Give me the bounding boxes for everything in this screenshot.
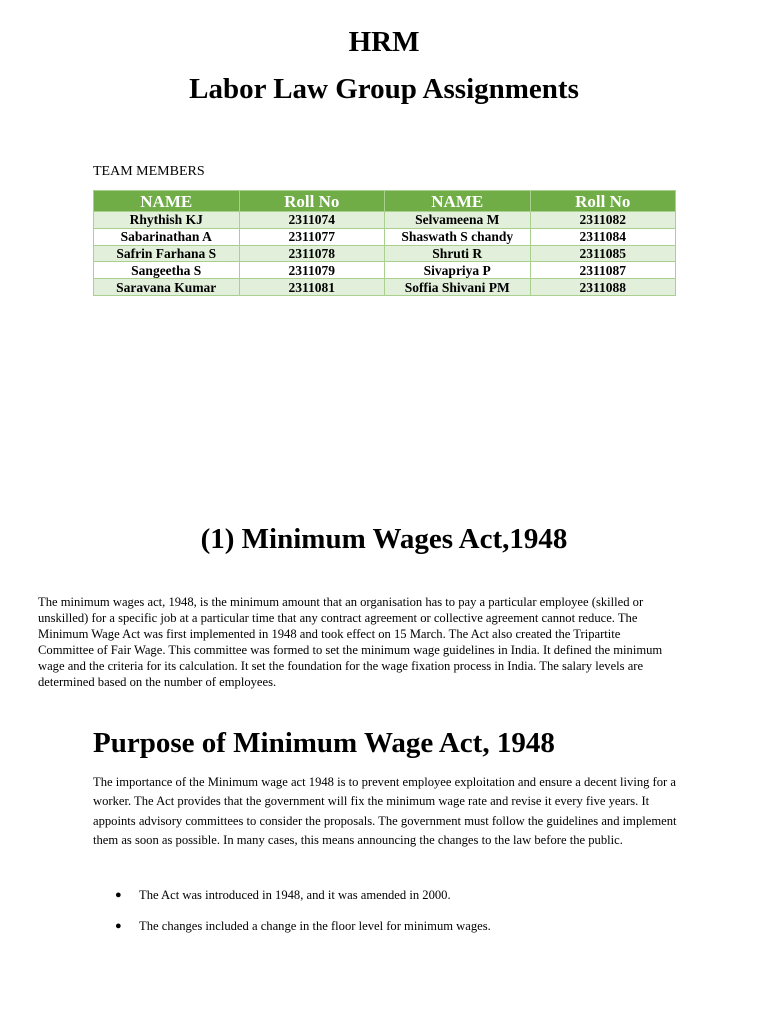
member-roll-no: 2311079	[239, 262, 385, 279]
table-row	[94, 262, 676, 279]
bullet-list	[93, 886, 678, 948]
member-name: Saravana Kumar	[94, 279, 240, 296]
list-item	[93, 917, 678, 948]
member-name: Safrin Farhana S	[94, 245, 240, 262]
member-roll-no: 2311085	[530, 245, 676, 262]
member-name: Sangeetha S	[94, 262, 240, 279]
column-header-roll-no: Roll No	[530, 191, 676, 212]
member-roll-no: 2311081	[239, 279, 385, 296]
column-header-name: NAME	[94, 191, 240, 212]
body-paragraph: The minimum wages act, 1948, is the minimum amount that an organisation has to pay a particular employee (skilled or unskilled) for a specific job at a particular time that any contract agreement or collective agreement cannot reduce. The Minimum Wage Act was first implemented in 1948 and took effect on 15 March. The Act also created the Tripartite Committee of Fair Wage. This committee was formed to set the minimum wage guidelines in India. It defined the minimum wage and the criteria for its calculation. It set the foundation for the wage fixation process in India. The salary levels are determined based on the number of employees.	[38, 595, 663, 689]
table-row	[94, 279, 676, 296]
member-roll-no: 2311088	[530, 279, 676, 296]
member-name: Shaswath S chandy	[385, 228, 531, 245]
list-item-text: The changes included a change in the floor level for minimum wages.	[139, 919, 491, 933]
bullet-icon: ●	[115, 889, 122, 901]
section-heading: (1) Minimum Wages Act,1948	[200, 523, 568, 555]
member-roll-no: 2311077	[239, 228, 385, 245]
table-row	[94, 228, 676, 245]
team-members-label: TEAM MEMBERS	[93, 164, 205, 179]
list-item	[93, 886, 678, 917]
team-members-table	[93, 190, 676, 296]
member-roll-no: 2311074	[239, 212, 385, 229]
document-title: HRM	[348, 26, 420, 58]
section-heading: Purpose of Minimum Wage Act, 1948	[93, 727, 555, 759]
member-roll-no: 2311078	[239, 245, 385, 262]
member-roll-no: 2311082	[530, 212, 676, 229]
member-roll-no: 2311084	[530, 228, 676, 245]
bullet-icon: ●	[115, 920, 122, 932]
column-header-name: NAME	[385, 191, 531, 212]
member-name: Shruti R	[385, 245, 531, 262]
table-header-row	[94, 191, 676, 212]
document-subtitle: Labor Law Group Assignments	[189, 73, 579, 105]
member-name: Selvameena M	[385, 212, 531, 229]
member-roll-no: 2311087	[530, 262, 676, 279]
member-name: Sabarinathan A	[94, 228, 240, 245]
member-name: Soffia Shivani PM	[385, 279, 531, 296]
table-row	[94, 245, 676, 262]
table-row	[94, 212, 676, 229]
column-header-roll-no: Roll No	[239, 191, 385, 212]
member-name: Sivapriya P	[385, 262, 531, 279]
body-paragraph: The importance of the Minimum wage act 1948 is to prevent employee exploitation and ensure a decent living for a worker. The Act provides that the government will fix the minimum wage rate and revise it every five years. It appoints advisory committees to consider the proposals. The government must follow the guidelines and implement them as soon as possible. In many cases, this means announcing the changes to the law before the public.	[93, 775, 677, 847]
member-name: Rhythish KJ	[94, 212, 240, 229]
list-item-text: The Act was introduced in 1948, and it was amended in 2000.	[139, 888, 451, 902]
